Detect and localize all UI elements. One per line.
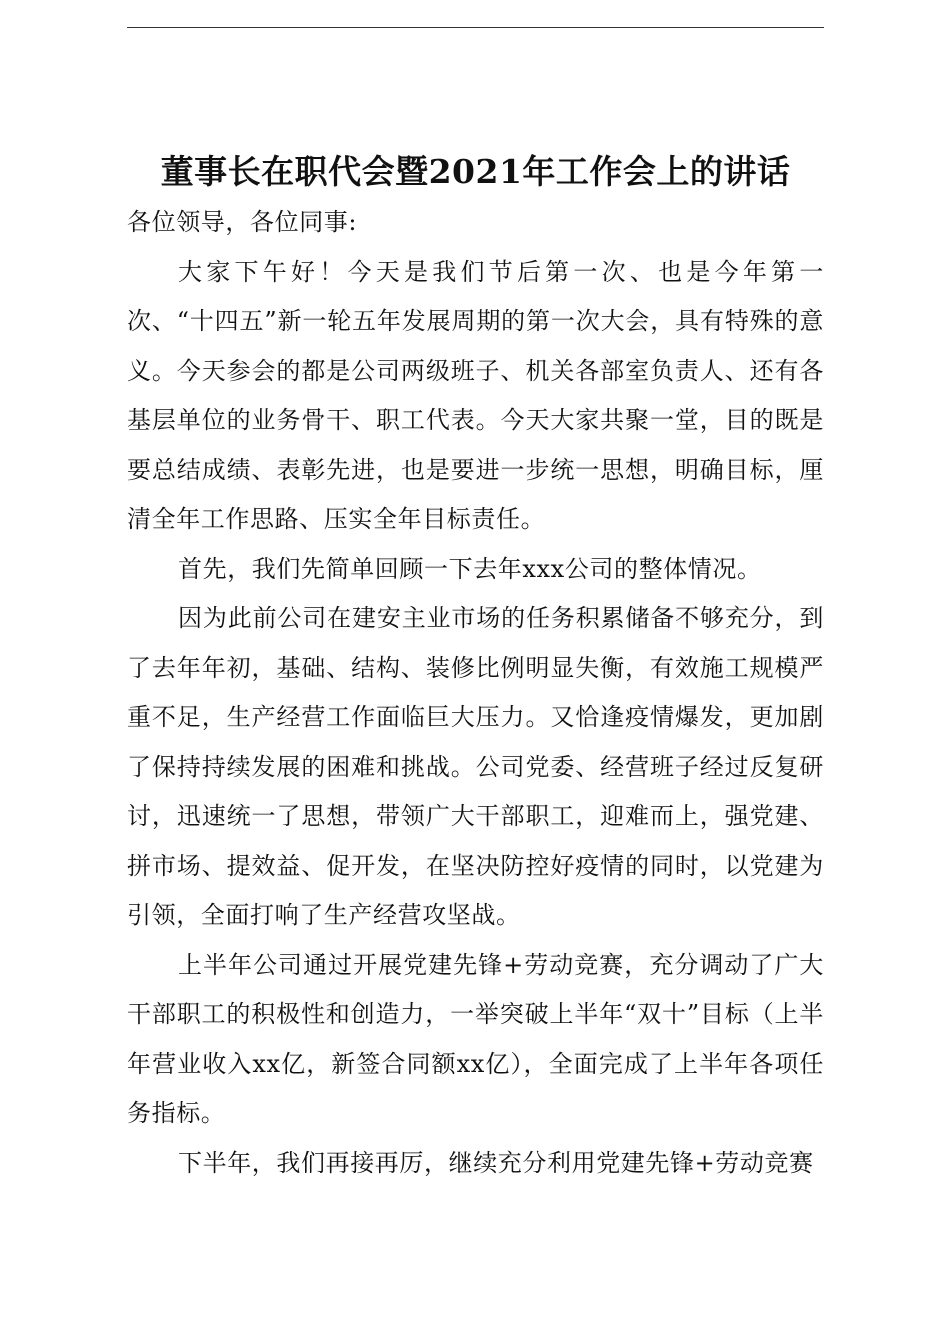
salutation: 各位领导，各位同事: [127, 208, 358, 236]
paragraph-second-half: 下半年，我们再接再厉，继续充分利用党建先锋+劳动竞赛 [178, 1148, 814, 1177]
paragraph-greeting: 大家下午好！今天是我们节后第一次、也是今年第一次、“十四五”新一轮五年发展周期的第一次大会，具有特殊的意义。今天参会的都是公司两级班子、机关各部室负责人、还有各基层单位的业务骨干、职工代表。今天大家共聚一堂，目的既是要总结成绩、表彰先进，也是要进一步统一思想，明确目标，厘清全年工作思路、压实全年目标责任。 [127, 257, 824, 533]
header-rule [127, 27, 824, 28]
paragraph-review-intro: 首先，我们先简单回顾一下去年xxx公司的整体情况。 [178, 554, 762, 583]
paragraph-challenges: 因为此前公司在建安主业市场的任务积累储备不够充分，到了去年年初，基础、结构、装修比例明显失衡，有效施工规模严重不足，生产经营工作面临巨大压力。又恰逢疫情爆发，更加剧了保持持续发展的困难和挑战。公司党委、经营班子经过反复研讨，迅速统一了思想，带领广大干部职工，迎难而上，强党建、拼市场、提效益、促开发，在坚决防控好疫情的同时，以党建为引领，全面打响了生产经营攻坚战。 [127, 604, 824, 929]
paragraph-first-half: 上半年公司通过开展党建先锋+劳动竞赛，充分调动了广大干部职工的积极性和创造力，一举突破上半年“双十”目标（上半年营业收入xx亿，新签合同额xx亿），全面完成了上半年各项任务指标。 [127, 950, 824, 1127]
document-title: 董事长在职代会暨2021年工作会上的讲话 [160, 152, 791, 191]
document-body [127, 198, 824, 1188]
